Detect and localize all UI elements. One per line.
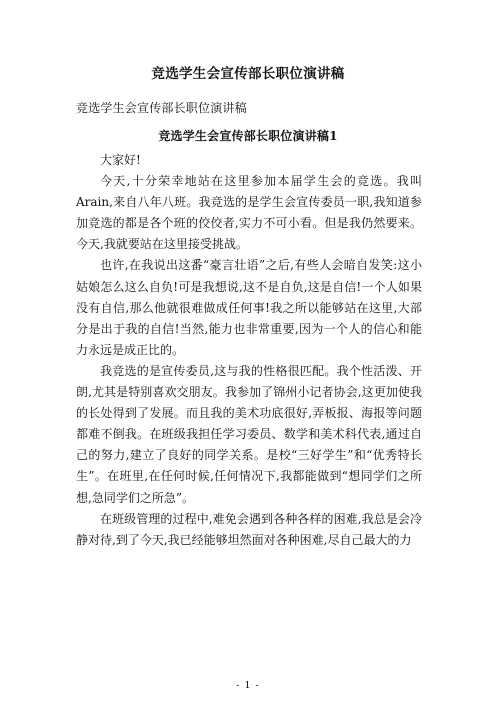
document-body (76, 150, 422, 551)
paragraph-qualifications: 我竞选的是宣传委员,这与我的性格很匹配。我个性活泼、开朗,尤其是特别喜欢交朋友。我参加了锦州小记者协会,这更加使我的长处得到了发展。而且我的美术功底很好,弄板报、海报等问题都难不倒我。在班级我担任学习委员、数学和美术科代表,通过自己的努力,建立了良好的同学关系。是校“三好学生”和“优秀特长生”。在班里,在任何时候,任何情况下,我都能做到“想同学们之所想,急同学们之所急”。 (76, 363, 422, 505)
section-heading: 竞选学生会宣传部长职位演讲稿1 (158, 129, 338, 143)
paragraph-management: 在班级管理的过程中,难免会遇到各种各样的困难,我总是会冷静对待,到了今天,我已经能够坦然面对各种困难,尽自己最大的力 (76, 511, 422, 547)
paragraph-introduction: 今天,十分荣幸地站在这里参加本届学生会的竞选。我叫Arain,来自八年八班。我竞选的是学生会宣传委员一职,我知道参加竞选的都是各个班的佼佼者,实力不可小看。但是我仍然要来。今天,我就要站在这里接受挑战。 (76, 174, 422, 252)
document-subtitle: 竞选学生会宣传部长职位演讲稿 (76, 101, 247, 115)
document-title: 竞选学生会宣传部长职位演讲稿 (151, 66, 345, 82)
paragraph-confidence: 也许,在我说出这番“豪言壮语”之后,有些人会暗自发笑:这小姑娘怎么这么自负!可是我想说,这不是自负,这是自信!一个人如果没有自信,那么他就很难做成任何事!我之所以能够站在这里,大部分是出于我的自信!当然,能力也非常重要,因为一个人的信心和能力永远是成正比的。 (76, 258, 422, 357)
page-number: - 1 - (236, 680, 260, 691)
paragraph-greeting: 大家好! (100, 153, 141, 167)
